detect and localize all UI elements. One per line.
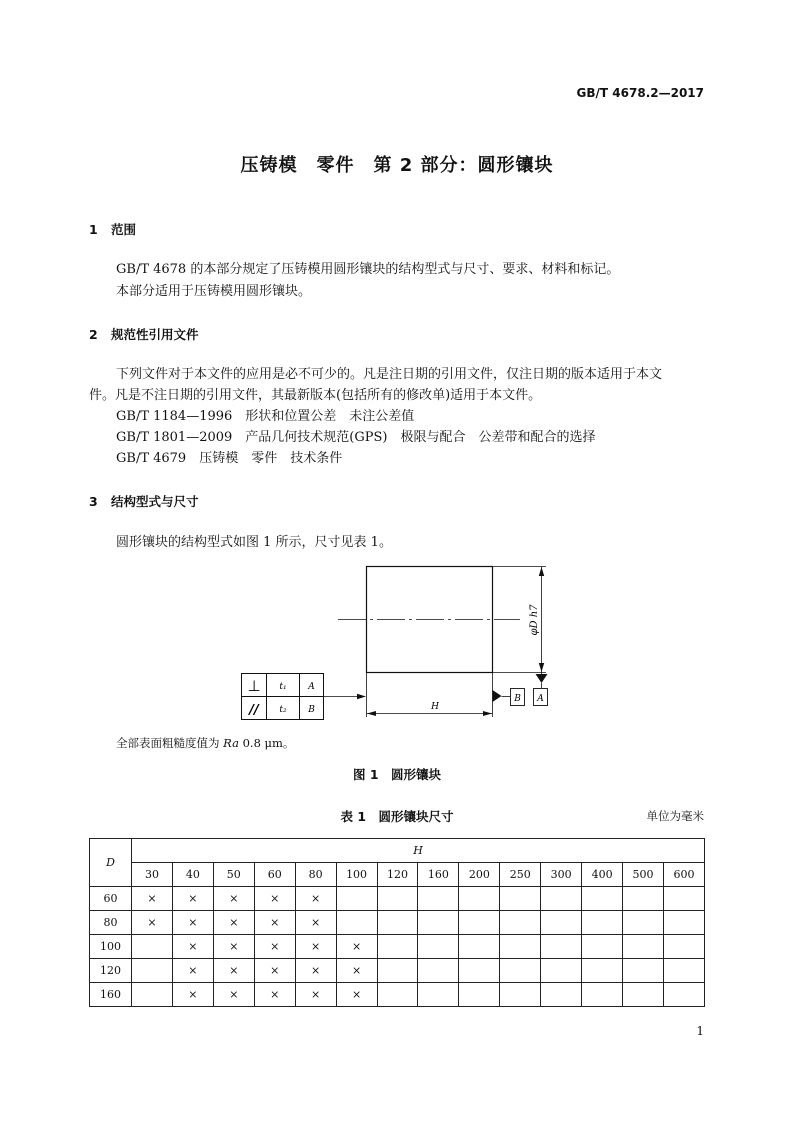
column-header-h-value: 200 <box>459 863 500 887</box>
reference-item: GB/T 4679 压铸模 零件 技术条件 <box>116 451 343 466</box>
diameter-label: φD h7 <box>529 604 540 636</box>
perpendicularity-tolerance: t₁ <box>279 682 287 692</box>
row-header-d-value: 60 <box>90 887 132 911</box>
column-header-h-value: 600 <box>663 863 704 887</box>
table-cell <box>377 911 418 935</box>
column-header-h-value: 100 <box>336 863 377 887</box>
table-cell <box>500 983 541 1007</box>
datum-a-label: A <box>537 694 544 704</box>
table-cell <box>541 983 582 1007</box>
table-cell <box>582 983 623 1007</box>
table-cell <box>541 911 582 935</box>
table-cell: × <box>254 983 295 1007</box>
table-cell: × <box>295 983 336 1007</box>
section-number: 2 <box>89 327 98 342</box>
table-cell <box>418 887 459 911</box>
parallelism-symbol: // <box>249 703 259 718</box>
table-cell <box>500 911 541 935</box>
table-cell <box>623 911 664 935</box>
page-number: 1 <box>696 1024 704 1038</box>
datum-b-label: B <box>514 694 521 704</box>
section-number: 1 <box>89 222 98 237</box>
reference-item: GB/T 1801—2009 产品几何技术规范(GPS) 极限与配合 公差带和配合的选择 <box>116 430 596 445</box>
paragraph: 下列文件对于本文件的应用是必不可少的。凡是注日期的引用文件，仅注日期的版本适用于本文 <box>116 367 663 382</box>
table-cell <box>541 959 582 983</box>
column-header-h-value: 160 <box>418 863 459 887</box>
perpendicularity-symbol: ⊥ <box>247 677 261 695</box>
table-cell: × <box>295 935 336 959</box>
table-cell <box>623 935 664 959</box>
table-cell: × <box>295 887 336 911</box>
table-header-row <box>90 839 705 863</box>
table-cell <box>418 935 459 959</box>
table-cell: × <box>172 911 213 935</box>
section-title: 规范性引用文件 <box>111 327 199 342</box>
table-cell <box>459 983 500 1007</box>
table-cell: × <box>295 959 336 983</box>
parallelism-tolerance: t₂ <box>279 705 287 715</box>
table-cell <box>663 935 704 959</box>
table-cell <box>459 959 500 983</box>
parallelism-datum: B <box>308 705 315 715</box>
column-header-h-value: 30 <box>132 863 173 887</box>
paragraph: GB/T 4678 的本部分规定了压铸模用圆形镶块的结构型式与尺寸、要求、材料和标记。 <box>116 262 620 277</box>
table-cell: × <box>336 935 377 959</box>
table-cell <box>663 959 704 983</box>
standard-number: GB/T 4678.2—2017 <box>576 86 704 100</box>
table-cell <box>418 959 459 983</box>
table-cell <box>377 959 418 983</box>
row-header-d-value: 120 <box>90 959 132 983</box>
table-cell: × <box>254 911 295 935</box>
table-cell <box>418 911 459 935</box>
table-cell: × <box>132 887 173 911</box>
perpendicularity-datum: A <box>308 682 315 692</box>
paragraph: 本部分适用于压铸模用圆形镶块。 <box>116 284 312 299</box>
table-cell: × <box>254 887 295 911</box>
table-cell: × <box>213 911 254 935</box>
table-body <box>90 887 705 1007</box>
table-cell <box>500 935 541 959</box>
table-unit: 单位为毫米 <box>646 809 704 823</box>
table-cell <box>663 887 704 911</box>
column-header-h-value: 60 <box>254 863 295 887</box>
table-cell: × <box>213 935 254 959</box>
table-cell <box>132 935 173 959</box>
paragraph-continued: 件。凡是不注日期的引用文件，其最新版本(包括所有的修改单)适用于本文件。 <box>89 388 542 403</box>
table-cell: × <box>132 911 173 935</box>
table-cell <box>500 887 541 911</box>
figure-caption: 图 1 圆形镶块 <box>352 767 442 782</box>
table-cell <box>582 959 623 983</box>
column-header-h-value: 500 <box>623 863 664 887</box>
table-cell <box>663 983 704 1007</box>
column-header-h-value: 80 <box>295 863 336 887</box>
table-cell <box>459 911 500 935</box>
reference-item: GB/T 1184—1996 形状和位置公差 未注公差值 <box>116 409 415 424</box>
column-header-h-value: 120 <box>377 863 418 887</box>
table-row <box>90 911 705 935</box>
section-title: 结构型式与尺寸 <box>111 494 199 509</box>
table-cell <box>459 935 500 959</box>
table-cell <box>582 935 623 959</box>
table-cell <box>418 983 459 1007</box>
roughness-note-suffix: 0.8 μm。 <box>238 736 295 750</box>
table-cell <box>377 983 418 1007</box>
table-row <box>90 983 705 1007</box>
table-cell: × <box>254 935 295 959</box>
roughness-note-prefix: 全部表面粗糙度值为 <box>116 736 224 750</box>
table-cell: × <box>213 983 254 1007</box>
table-cell: × <box>254 959 295 983</box>
table-caption: 表 1 圆形镶块尺寸 <box>340 809 454 824</box>
paragraph: 圆形镶块的结构型式如图 1 所示，尺寸见表 1。 <box>116 535 392 550</box>
column-header-h-value: 50 <box>213 863 254 887</box>
roughness-note <box>116 735 294 751</box>
roughness-symbol: Ra <box>223 736 239 750</box>
table-row <box>90 935 705 959</box>
table-cell <box>623 959 664 983</box>
table-cell <box>582 911 623 935</box>
table-cell <box>663 911 704 935</box>
row-header-d-value: 100 <box>90 935 132 959</box>
column-header-d: D <box>90 839 132 887</box>
document-title: 压铸模 零件 第 2 部分：圆形镶块 <box>240 155 554 176</box>
table-cell <box>582 887 623 911</box>
table-cell <box>623 983 664 1007</box>
column-header-h-value: 250 <box>500 863 541 887</box>
table-cell <box>132 983 173 1007</box>
table-cell: × <box>295 911 336 935</box>
table-cell <box>377 887 418 911</box>
table-cell <box>541 887 582 911</box>
table-cell <box>459 887 500 911</box>
table-cell: × <box>213 959 254 983</box>
section-title: 范围 <box>111 222 137 237</box>
column-header-h-value: 300 <box>541 863 582 887</box>
section-number: 3 <box>89 494 98 509</box>
row-header-d-value: 160 <box>90 983 132 1007</box>
table-cell <box>500 959 541 983</box>
table-cell <box>132 959 173 983</box>
table-cell: × <box>172 959 213 983</box>
table-row <box>90 959 705 983</box>
table-cell: × <box>172 887 213 911</box>
tolerance-frame <box>242 674 324 720</box>
table-header-values-row <box>90 863 705 887</box>
table-cell <box>377 935 418 959</box>
datum-b-triangle <box>493 690 502 702</box>
table-cell <box>336 911 377 935</box>
table-cell: × <box>336 959 377 983</box>
table-cell: × <box>172 983 213 1007</box>
length-label: H <box>431 702 439 712</box>
row-header-d-value: 80 <box>90 911 132 935</box>
table-cell: × <box>336 983 377 1007</box>
table-cell <box>541 935 582 959</box>
table-cell <box>623 887 664 911</box>
datum-a-triangle <box>536 674 548 683</box>
table-row <box>90 887 705 911</box>
dimension-table <box>89 838 705 1007</box>
table-cell: × <box>172 935 213 959</box>
column-group-header-h: H <box>132 839 705 863</box>
table-cell: × <box>213 887 254 911</box>
column-header-h-value: 400 <box>582 863 623 887</box>
table-cell <box>336 887 377 911</box>
column-header-h-value: 40 <box>172 863 213 887</box>
